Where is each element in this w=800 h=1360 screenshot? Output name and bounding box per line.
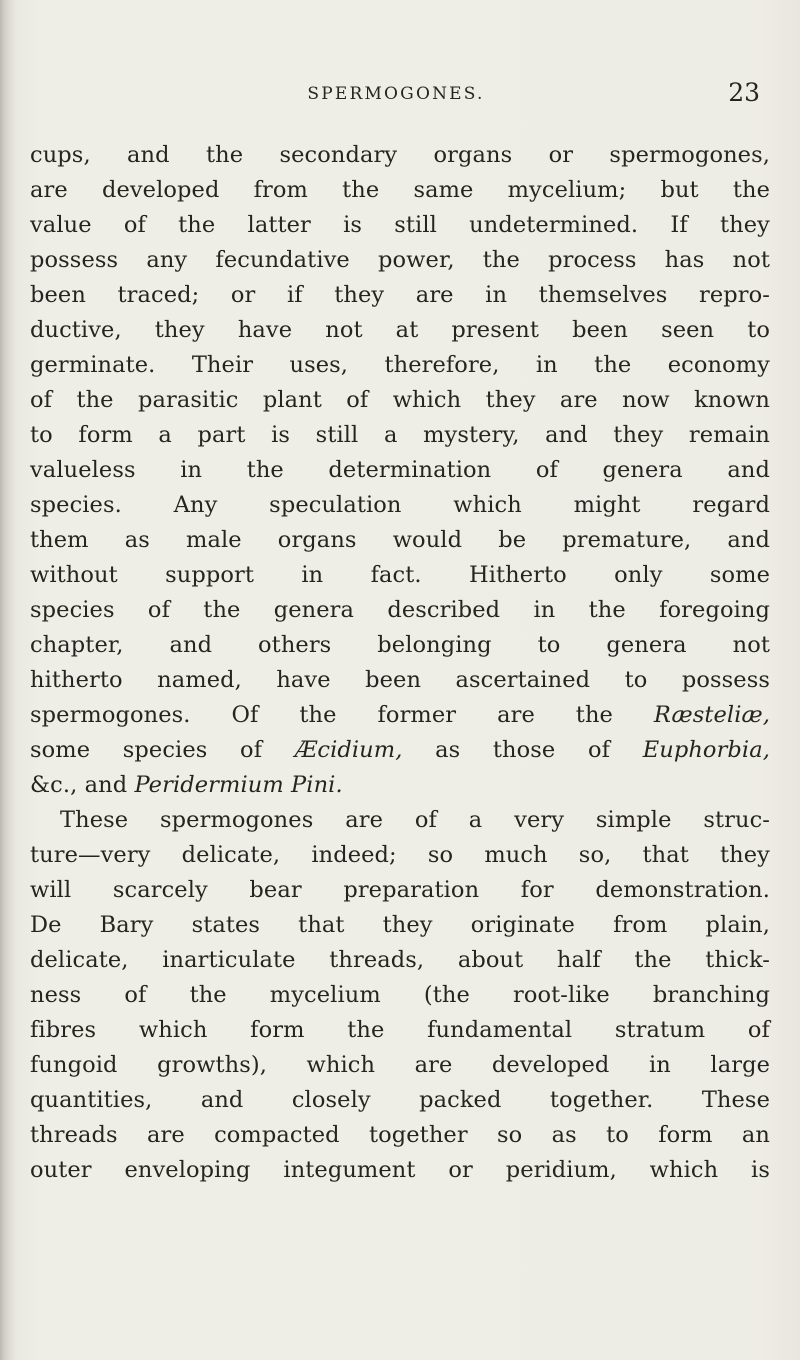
text-line: delicate, inarticulate threads, about half the thick- xyxy=(30,947,770,973)
running-head: SPERMOGONES. xyxy=(307,84,485,104)
page-number: 23 xyxy=(728,78,760,107)
paragraph-first-line: These spermogones are of a very simple struc- xyxy=(60,807,770,833)
text-line: possess any fecundative power, the process has not xyxy=(30,247,770,273)
italic-term: Euphorbia, xyxy=(642,737,770,763)
text-line: quantities, and closely packed together. These xyxy=(30,1087,770,1113)
text-line: De Bary states that they originate from plain, xyxy=(30,912,770,938)
text-line: hitherto named, have been ascertained to possess xyxy=(30,667,770,693)
text-segment: as those of xyxy=(402,737,643,763)
text-line: threads are compacted together so as to form an xyxy=(30,1122,770,1148)
text-segment: some species of xyxy=(30,737,295,763)
text-line: are developed from the same mycelium; but the xyxy=(30,177,770,203)
text-line: ture—very delicate, indeed; so much so, that they xyxy=(30,842,770,868)
italic-term: Ræsteliæ, xyxy=(653,702,770,728)
text-line: outer enveloping integument or peridium, which is xyxy=(30,1157,770,1183)
text-line xyxy=(30,733,770,768)
text-line: ness of the mycelium (the root-like branching xyxy=(30,982,770,1008)
text-line: to form a part is still a mystery, and they remain xyxy=(30,422,770,448)
text-line: will scarcely bear preparation for demonstration. xyxy=(30,877,770,903)
text-line: valueless in the determination of genera and xyxy=(30,457,770,483)
italic-term: Æcidium, xyxy=(294,737,403,763)
page-header xyxy=(30,78,762,108)
text-line: chapter, and others belonging to genera not xyxy=(30,632,770,658)
text-line: fungoid growths), which are developed in large xyxy=(30,1052,770,1078)
text-line: species of the genera described in the foregoing xyxy=(30,597,770,623)
text-segment: spermogones. Of the former are the xyxy=(30,702,654,728)
text-line: ductive, they have not at present been seen to xyxy=(30,317,770,343)
italic-term: Peridermium Pini. xyxy=(134,772,343,798)
text-line: of the parasitic plant of which they are now known xyxy=(30,387,770,413)
text-segment: &c., and xyxy=(30,772,135,798)
text-line: them as male organs would be premature, and xyxy=(30,527,770,553)
text-line: value of the latter is still undetermined. If they xyxy=(30,212,770,238)
text-line: species. Any speculation which might regard xyxy=(30,492,770,518)
page-gutter-shadow xyxy=(0,0,16,1360)
text-line: without support in fact. Hitherto only some xyxy=(30,562,770,588)
text-line: cups, and the secondary organs or spermogones, xyxy=(30,142,770,168)
text-line xyxy=(30,768,770,803)
text-line xyxy=(30,698,770,733)
text-line: fibres which form the fundamental stratum of xyxy=(30,1017,770,1043)
text-line: germinate. Their uses, therefore, in the economy xyxy=(30,352,770,378)
text-line: been traced; or if they are in themselves repro- xyxy=(30,282,770,308)
body-text xyxy=(30,138,770,1188)
